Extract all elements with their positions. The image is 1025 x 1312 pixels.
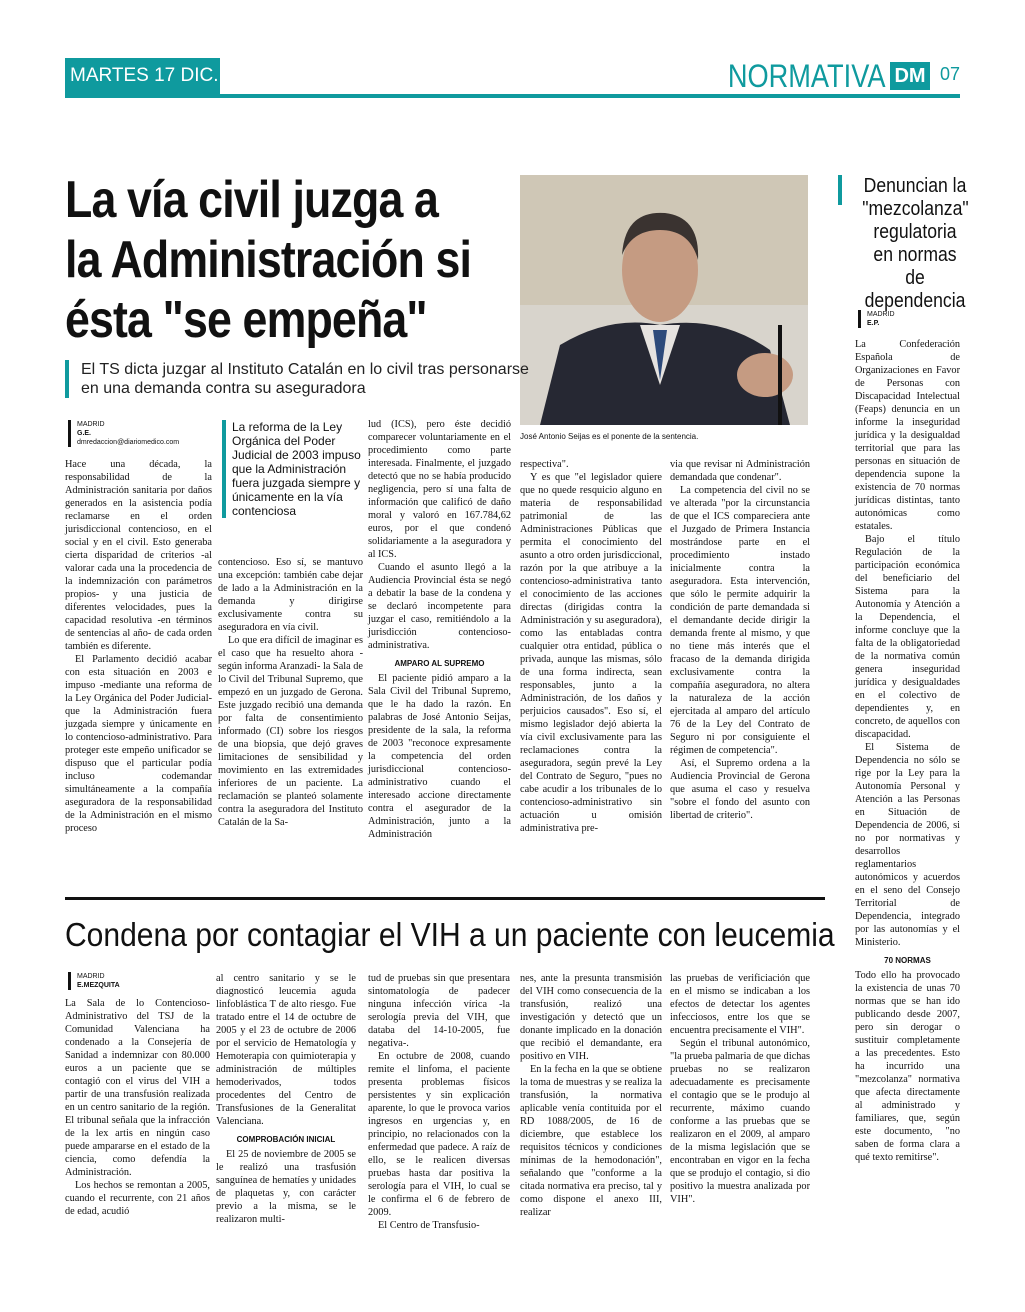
byline-author: E.P. <box>867 320 880 327</box>
paragraph: contencioso. Eso sí, se mantuvo una excepción: también cabe dejar de lado a la Administración en la demanda y dirigirse exclusivamente contra su aseguradora en vía civil. <box>218 557 363 633</box>
byline-email: dmredaccion@diariomedico.com <box>77 439 180 446</box>
second-column-4 <box>520 972 662 1219</box>
byline-city: MADRID <box>77 973 105 980</box>
second-column-3 <box>368 972 510 1232</box>
byline-author: E.MEZQUITA <box>77 982 120 989</box>
paragraph: al centro sanitario y se le diagnosticó leucemia aguda linfoblástica T de alto riesgo. Fue tratado entre el 14 de octubre de 2005 y el 23 de octubre de 2006 por el servicio de Hematología y Hemoterapia con quimioterapia y administración de múltiples hemoderivados, todos procedentes del Centro de Transfusiones de la Generalitat Valenciana. <box>216 973 356 1127</box>
column-subheading: AMPARO AL SUPREMO <box>394 659 485 668</box>
main-column-5 <box>670 458 810 822</box>
paragraph: El Centro de Transfusio- <box>378 1220 480 1231</box>
paragraph: las pruebas de verificiación que en el mismo se indicaban a los efectos de detectar los agentes infecciosos, entre los que se encuentra precisamente el VIH". <box>670 973 810 1036</box>
paragraph: La Confederación Española de Organizaciones en Favor de Personas con Discapacidad Intelectual (Feaps) denuncia en un informe la inseguridad jurídica y la desigualdad territorial que para las personas en situación de dependencia supone la existencia de 70 normas jurídicas distintas, tanto autonómicas como estatales. <box>855 339 960 532</box>
paragraph: Lo que era difícil de imaginar es el caso que ha resuelto ahora -según informa Aranzadi- la Sala de lo Civil del Tribunal Supremo, que empezó en un juzgado de Gerona. Este juzgado recibió una demanda por falta de consentimiento informado (CI) sobre los riesgos de una biopsia, que dejó graves limitaciones de sensibilidad y movimiento en las extremidades inferiores de un paciente. La reclamación se planteó solamente contra la aseguradora del Instituto Catalán de la Sa- <box>218 635 363 828</box>
page-number: 07 <box>939 64 960 84</box>
paragraph: El Parlamento decidió acabar con esta situación en 2003 e impuso -mediante una reforma de la Ley Orgánica del Poder Judicial- que la Administración fuera juzgada siempre y únicamente en lo contencioso-administrativo. Para proteger este empeño unificador se dispuso que el particular podía incluso codemandar simultáneamente a la compañía aseguradora de la responsabilidad de la Administración en el mismo proceso <box>65 654 212 834</box>
paragraph: Y es que "el legislador quiere que no quede resquicio alguno en materia de responsabilidad patrimonial de las Administraciones Públicas que permita el conocimiento del asunto a otro orden jurisdiccional, razón por la que atribuye a la contencioso-administrativa tanto el conocimiento de las acciones directas (dirigidas contra la Administración y su aseguradora), como las entabladas contra cualquier otra entidad, pública o privada, aunque las mismas, sólo de una forma indirecta, sean responsables, junto a la Administración, de los daños y perjuicios causados". Eso sí, el mismo legislador dejó abierta la vía civil exclusivamente para las reclamaciones contra la aseguradora, según prevé la Ley del Contrato de Seguro, "pues no cabe acudir a los tribunales de lo contencioso-administrativo sin actuación u omisión administrativa pre- <box>520 472 662 834</box>
main-byline <box>68 420 217 447</box>
page-header <box>65 58 960 98</box>
second-column-1 <box>65 997 210 1218</box>
paragraph: El paciente pidió amparo a la Sala Civil del Tribunal Supremo, que le ha dado la razón. En palabras de José Antonio Seijas, presidente de la sala, la reforma de 2003 "reconoce expresamente la competencia del orden jurisdiccional contencioso-administrativo cuando el interesado accione directamente contra el asegurador de la Administración, junto a la Administración <box>368 673 511 840</box>
paragraph: El Sistema de Dependencia no sólo se rige por la Ley para la Autonomía Personal y Atención a las Personas en Situación de Dependencia de 2006, si no por normativas y desarrollos reglamentarios autonómicos y acuerdos en el seno del Consejo Territorial de Dependencia, integrado por las autonomías y el Ministerio. <box>855 742 960 948</box>
main-column-4 <box>520 458 662 835</box>
main-column-1 <box>65 458 212 835</box>
column-subheading: COMPROBACIÓN INICIAL <box>236 1135 336 1144</box>
second-column-2 <box>216 972 356 1226</box>
main-headline-line: ésta "se empeña" <box>65 291 427 349</box>
paragraph: El 25 de noviembre de 2005 se le realizó una trasfusión sanguínea de hematíes y unidades de plaquetas y, con carácter previo a la misma, se le realizaron multi- <box>216 1149 356 1225</box>
pullquote: La reforma de la Ley Orgánica del Poder Judicial de 2003 impuso que la Administración fuera juzgada siempre y únicamente en la vía contenciosa <box>222 420 372 518</box>
main-headline-line: la Administración si <box>65 231 472 289</box>
second-byline <box>68 972 217 990</box>
paragraph: via que revisar ni Administración demandada que condenar". <box>670 459 810 483</box>
paragraph: La Sala de lo Contencioso-Administrativo del TSJ de la Comunidad Valenciana ha condenado a la Consejería de Sanidad a indemnizar con 80.000 euros a un paciente que se contagió con el virus del VIH a partir de una transfusión realizada en un centro sanitario de la región. El tribunal señala que la infracción de la lex artis en ningún caso puede ampararse en el estado de la ciencia, como defendía la Administración. <box>65 998 210 1178</box>
photo-caption: José Antonio Seijas es el ponente de la sentencia. <box>520 432 699 441</box>
paragraph: Todo ello ha provocado la existencia de unas 70 normas que se han ido publicando desde 2007, pero sin derogar o sustituir completamente a las precedentes. Esto ha incurrido una "mezcolanza" normativa que afecta directamente al administrado y familiares, que, según este documento, "no saben de forma clara a qué texto remitirse". <box>855 970 960 1163</box>
column-subheading: 70 NORMAS <box>884 956 931 965</box>
byline-city: MADRID <box>77 421 105 428</box>
paragraph: Así, el Supremo ordena a la Audiencia Provincial de Gerona que asuma el caso y resuelva "sobre el fondo del asunto con libertad de criterio". <box>670 758 810 821</box>
section-divider <box>65 897 825 900</box>
byline-author: G.E. <box>77 430 92 437</box>
section-title: NORMATIVA <box>727 58 885 94</box>
main-headline-line: La vía civil juzga a <box>65 171 439 229</box>
sidebar-accent-bar <box>838 175 842 205</box>
paragraph: nes, ante la presunta transmisión del VIH como consecuencia de la transfusión, realizó una investigación y detectó que un donante implicado en la donación que recibió el demandante, era positivo en VIH. <box>520 973 662 1062</box>
main-column-3 <box>368 418 511 841</box>
paragraph: En la fecha en la que se obtiene la toma de muestras y se realiza la transfusión, la normativa aplicable venía contituida por el RD 1088/2005, de 16 de diciembre, que establece los requisitos técnicos y condiciones mínimas de la hemodonación", señalando que "conforme a la citada normativa era preciso, tal y como dispone el anexo III, realizar <box>520 1064 662 1218</box>
sidebar-byline <box>858 310 967 328</box>
paragraph: La competencia del civil no se ve alterada "por la circunstancia de que el ICS compareciera ante el Juzgado de Primera Instancia mostrándose parte en el procedimiento instado inicialmente contra la aseguradora. Esta intervención, que sólo le permite adquirir la condición de parte demandada si el demandante decide dirigir la demanda frente al mismo, y que no tiene más interés que el fracaso de la demanda dirigida exclusivamente contra la compañía aseguradora, no altera la naturaleza de la acción ejercitada al amparo del artículo 76 de la Ley del Contrato de Seguro ni por consiguiente el régimen de competencia". <box>670 485 810 756</box>
paragraph: tud de pruebas sin que presentara sintomatología de padecer ninguna infección vírica -la serología previa del VIH, que databa del 14-10-2005, fue negativa-. <box>368 973 510 1049</box>
paragraph: Hace una década, la responsabilidad de la Administración sanitaria por daños generados en la asistencia podía reclamarse en el orden jurisdiccional contencioso, en el social y en el civil. Esto generaba cierta disparidad de criterios -al valorar cada una la procedencia de la indemnización con parámetros propios- y una justicia de diferentes velocidades, pues la capacidad resolutiva -en términos de sentencias al año- de cada orden también es diferente. <box>65 459 212 652</box>
main-subtitle: El TS dicta juzgar al Instituto Catalán en lo civil tras personarse en una demanda contra su aseguradora <box>65 360 531 398</box>
second-headline: Condena por contagiar el VIH a un paciente con leucemia <box>65 916 835 953</box>
paragraph: respectiva". <box>520 459 569 470</box>
sidebar-headline: Denuncian la "mezcolanza" regulatoria en normas de dependencia <box>862 175 969 312</box>
paragraph: Los hechos se remontan a 2005, cuando el recurrente, con 21 años de edad, acudió <box>65 1180 210 1217</box>
byline-city: MADRID <box>867 311 895 318</box>
dm-logo: DM <box>890 62 930 90</box>
paragraph: Bajo el título Regulación de la participación económica del beneficiario del Sistema para la Autonomía y Atención a la Dependencia, el informe concluye que la falta de la obligatoriedad de la normativa común genera inseguridad jurídica y desigualdades en el colectivo de dependientes y, en concreto, de aquellos con discapacidad. <box>855 534 960 740</box>
main-headline <box>65 170 472 350</box>
sidebar-column <box>855 338 960 1164</box>
second-column-5 <box>670 972 810 1206</box>
paragraph: lud (ICS), pero éste decidió comparecer voluntariamente en el procedimiento como parte interesada. Finalmente, el juzgado detectó que no se había producido negligencia, pero sí una falta de información que calificó de daño moral y valoró en 167.784,62 euros, por el que condenó solidariamente a la aseguradora y al ICS. <box>368 419 511 560</box>
header-date: MARTES 17 DIC. <box>65 58 220 94</box>
paragraph: En octubre de 2008, cuando remite el linfoma, el paciente presenta problemas físicos persistentes y sin explicación aparente, lo que le provoca varios ingresos en urgencias y, en principio, no relacionados con la enfermedad que padece. A raíz de ello, se le realicen diversas pruebas hasta dar positiva la serología para el VIH, lo cual se le confirma el 6 de febrero de 2009. <box>368 1051 510 1218</box>
paragraph: Según el tribunal autonómico, "la prueba palmaria de que dichas pruebas no se realizaron adecuadamente es precisamente el contagio que se le produjo al recurrente, máximo cuando conforme a las pruebas que se realizaron en el 2009, al amparo de la misma legislación que se encontraban en vigor en la fecha que se produjo el contagio, si dio positivo la muestra analizada por VIH". <box>670 1038 810 1205</box>
portrait-illustration <box>520 175 808 425</box>
article-photo <box>520 175 808 425</box>
paragraph: Cuando el asunto llegó a la Audiencia Provincial ésta se negó a debatir la base de la condena y se declaró incompetente para juzgar el caso, remitiéndolo a la jurisdicción contencioso-administrativa. <box>368 562 511 651</box>
main-column-2 <box>218 556 363 829</box>
